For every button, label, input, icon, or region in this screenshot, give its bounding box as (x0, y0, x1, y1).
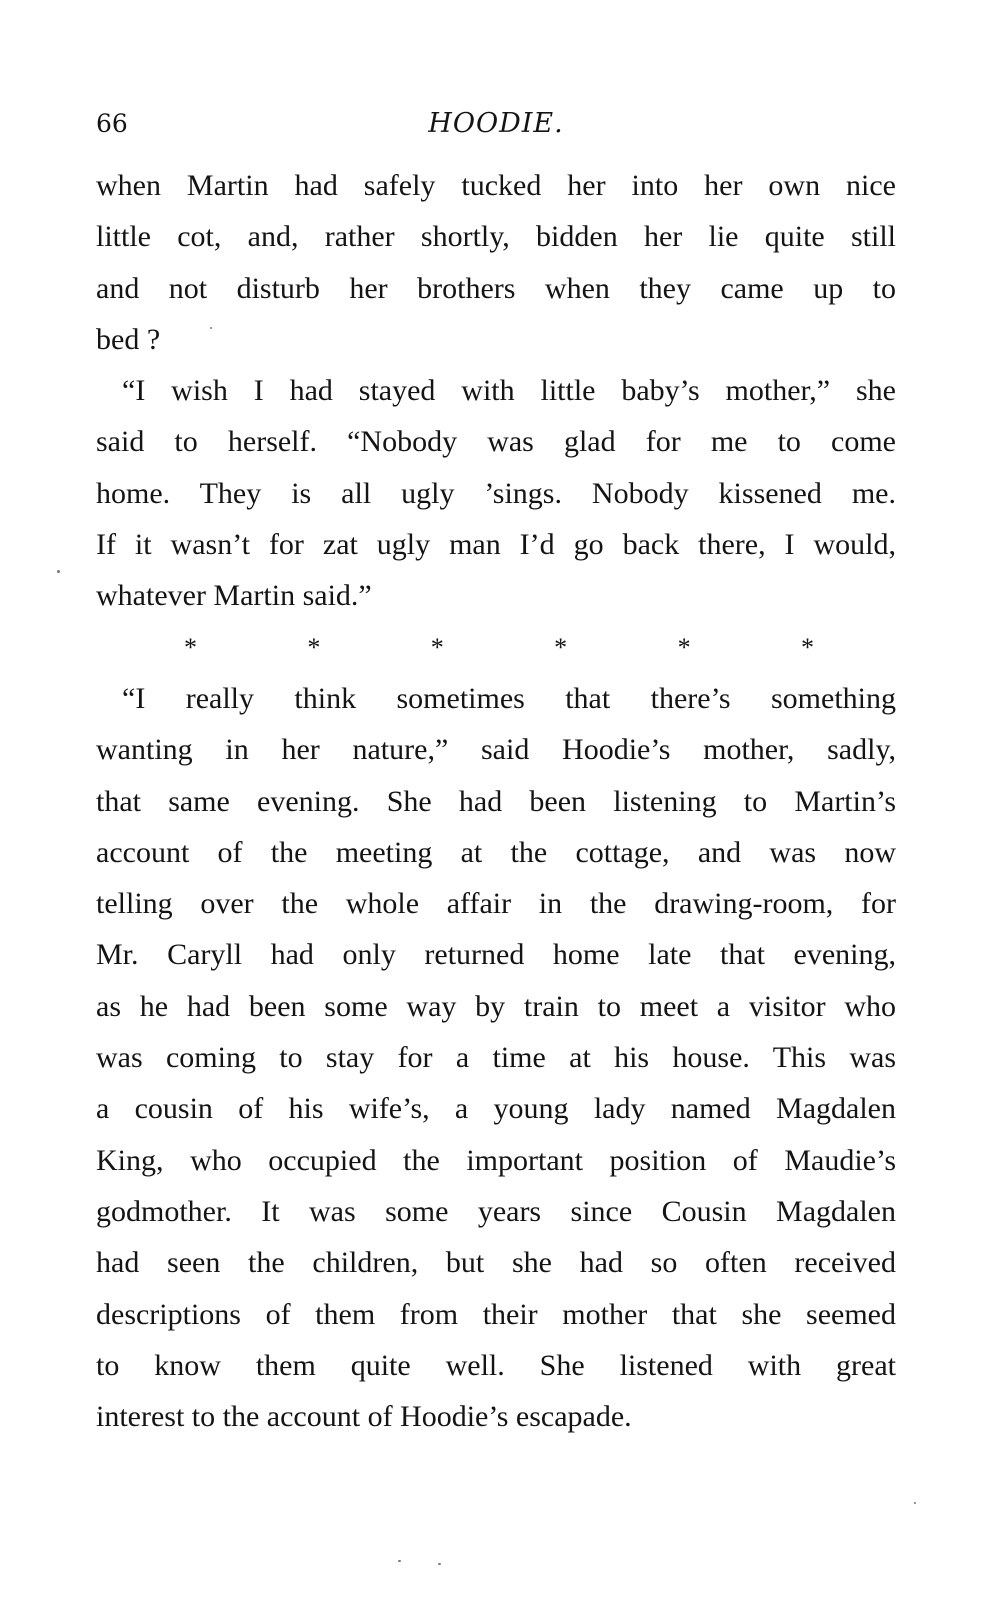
asterisk: * (184, 632, 197, 662)
text-line: “I wish I had stayed with little baby’s mother,” she (122, 374, 896, 408)
page-header (96, 104, 896, 144)
scan-speck (914, 1502, 916, 1504)
text-line: had seen the children, but she had so often received (96, 1246, 896, 1280)
text-line: account of the meeting at the cottage, and was now (96, 835, 896, 869)
scan-speck (438, 1563, 441, 1565)
asterisk: * (677, 632, 691, 662)
text-line: was coming to stay for a time at his house. This was (96, 1041, 896, 1075)
text-line: interest to the account of Hoodie’s escapade. (96, 1400, 632, 1434)
text-line: whatever Martin said.” (96, 579, 372, 613)
text-line: wanting in her nature,” said Hoodie’s mother, sadly, (96, 733, 896, 767)
scan-speck (57, 570, 60, 573)
asterisk: * (307, 632, 321, 662)
text-line: Mr. Caryll had only returned home late that evening, (96, 938, 896, 972)
text-line: “I really think sometimes that there’s something (122, 681, 896, 715)
text-line: that same evening. She had been listening to Martin’s (96, 784, 896, 818)
text-line: descriptions of them from their mother that she seemed (96, 1297, 896, 1331)
text-line: when Martin had safely tucked her into her own nice (96, 169, 896, 202)
scan-speck (210, 327, 212, 329)
text-line: home. They is all ugly ’sings. Nobody kissened me. (96, 476, 896, 510)
text-line: to know them quite well. She listened with great (96, 1348, 896, 1382)
text-line: said to herself. “Nobody was glad for me to come (96, 425, 896, 459)
text-line: and not disturb her brothers when they came up to (96, 271, 896, 305)
text-line: King, who occupied the important position of Maudie’s (96, 1143, 896, 1177)
text-line: telling over the whole affair in the drawing-room, for (96, 887, 896, 921)
paragraph (96, 673, 896, 1442)
section-separator (96, 622, 896, 673)
body-text (96, 160, 896, 1442)
running-title: HOODIE. (428, 108, 564, 139)
scan-speck (398, 1560, 401, 1562)
asterisk: * (430, 632, 444, 662)
paragraph (96, 365, 896, 621)
paragraph (96, 160, 896, 365)
page-number: 66 (96, 109, 128, 138)
text-line: If it wasn’t for zat ugly man I’d go back there, I would, (96, 528, 896, 562)
text-line: godmother. It was some years since Cousin Magdalen (96, 1194, 896, 1228)
text-line: little cot, and, rather shortly, bidden her lie quite still (96, 220, 896, 254)
text-line: bed ? (96, 322, 161, 356)
text-line: a cousin of his wife’s, a young lady named Magdalen (96, 1092, 896, 1126)
asterisk: * (554, 632, 568, 662)
text-line: as he had been some way by train to meet a visitor who (96, 989, 896, 1023)
asterisk: * (800, 632, 814, 662)
